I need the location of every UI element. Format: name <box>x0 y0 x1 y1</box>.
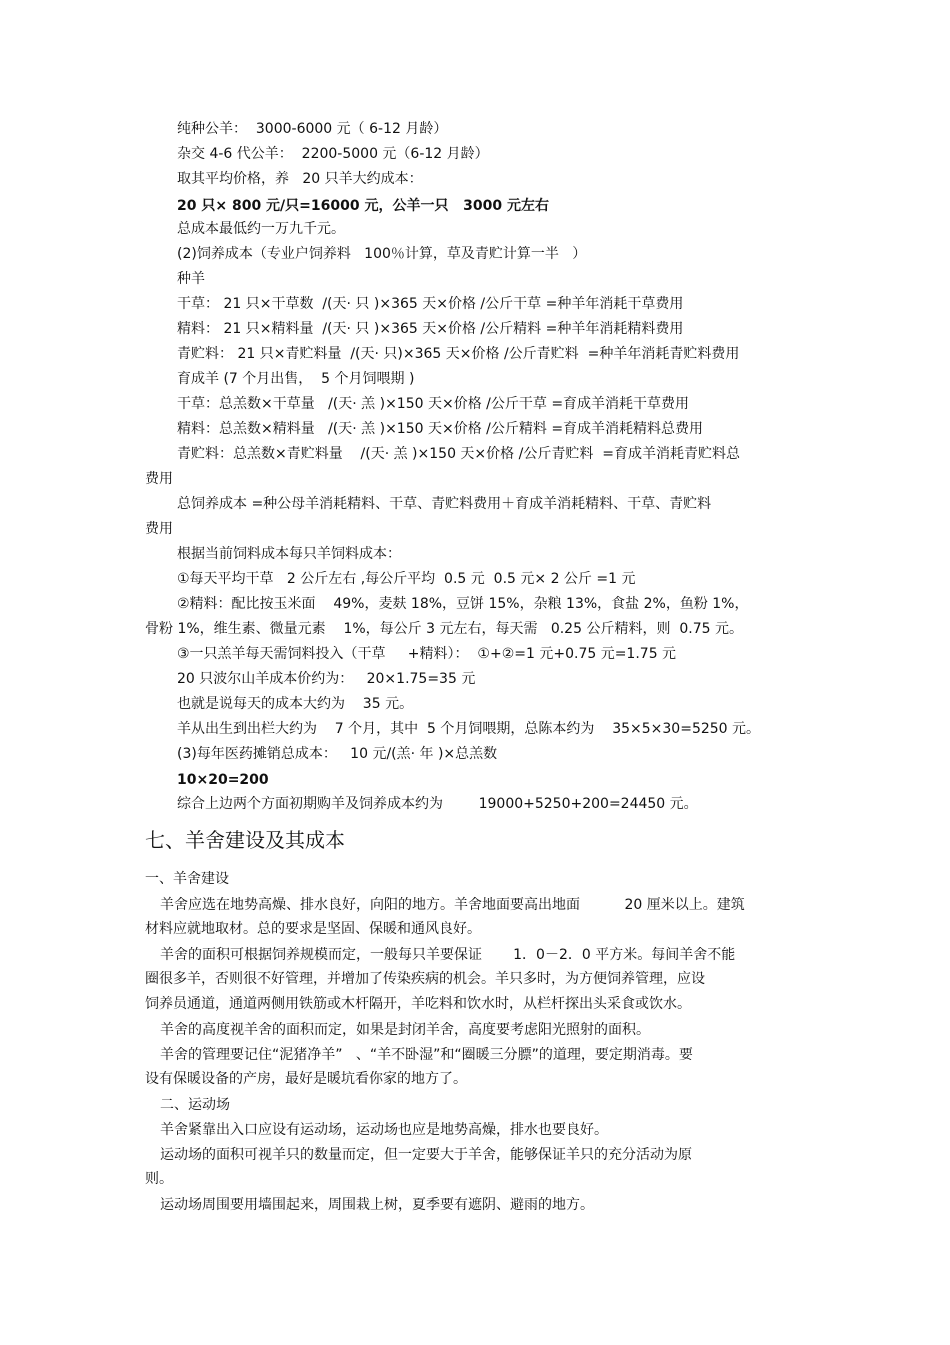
subsection-heading: 一、羊舍建设 <box>145 871 229 887</box>
text-line: 精料： 21 只×精料量 /(天· 只 )×365 天×价格 /公斤精料 =种羊年消耗精料费用 <box>177 321 684 337</box>
text-line: 圈很多羊，否则很不好管理，并增加了传染疾病的机会。羊只多时，为方便饲养管理，应设 <box>145 971 705 987</box>
text-line: 羊舍应选在地势高燥、排水良好，向阳的地方。羊舍地面要高出地面 20 厘米以上。建筑 <box>160 897 745 913</box>
section-heading: 七、羊舍建设及其成本 <box>145 828 345 852</box>
text-line: 设有保暖设备的产房，最好是暖坑看你家的地方了。 <box>145 1071 467 1087</box>
text-line: (2)饲养成本（专业户饲养料 100％计算，草及青贮计算一半 ） <box>177 246 587 262</box>
text-line: 羊舍的高度视羊舍的面积而定，如果是封闭羊舍，高度要考虑阳光照射的面积。 <box>160 1022 650 1038</box>
text-line: 也就是说每天的成本大约为 35 元。 <box>177 696 414 712</box>
text-line: 总饲养成本 =种公母羊消耗精料、干草、青贮料费用＋育成羊消耗精料、干草、青贮料 <box>177 496 712 512</box>
text-line: 骨粉 1%，维生素、微量元素 1%，每公斤 3 元左右，每天需 0.25 公斤精料，则 0.75 元。 <box>145 621 743 637</box>
text-line: 杂交 4-6 代公羊： 2200-5000 元（6-12 月龄） <box>177 146 489 162</box>
text-line: 20 只波尔山羊成本价约为： 20×1.75=35 元 <box>177 671 476 687</box>
text-line: 材料应就地取材。总的要求是坚固、保暖和通风良好。 <box>145 921 481 937</box>
text-line: 运动场周围要用墙围起来，周围栽上树，夏季要有遮阴、避雨的地方。 <box>160 1197 594 1213</box>
text-line: 纯种公羊： 3000-6000 元（ 6-12 月龄） <box>177 121 448 137</box>
text-line: 运动场的面积可视羊只的数量而定，但一定要大于羊舍，能够保证羊只的充分活动为原 <box>160 1147 692 1163</box>
text-line: 羊舍紧靠出入口应设有运动场，运动场也应是地势高燥，排水也要良好。 <box>160 1122 608 1138</box>
text-line: 费用 <box>145 471 173 487</box>
text-line: 综合上边两个方面初期购羊及饲养成本约为 19000+5250+200=24450 元。 <box>177 796 698 812</box>
text-line: 羊舍的管理要记住“泥猪净羊” 、“羊不卧湿”和“圈暖三分膘”的道理，要定期消毒。要 <box>160 1047 693 1063</box>
subsection-heading: 二、运动场 <box>160 1097 230 1113</box>
text-line: 精料：总羔数×精料量 /(天· 羔 )×150 天×价格 /公斤精料 =育成羊消耗精料总费用 <box>177 421 704 437</box>
text-line: ③一只羔羊每天需饲料投入（干草 +精料）： ①+②=1 元+0.75 元=1.75 元 <box>177 646 677 662</box>
text-line: 育成羊 (7 个月出售， 5 个月饲喂期 ) <box>177 371 415 387</box>
text-line: 则。 <box>145 1171 173 1187</box>
text-line: (3)每年医药摊销总成本： 10 元/(羔· 年 )×总羔数 <box>177 746 498 762</box>
text-line: 青贮料：总羔数×青贮料量 /(天· 羔 )×150 天×价格 /公斤青贮料 =育成羊消耗青贮料总 <box>177 446 740 462</box>
text-line: 羊舍的面积可根据饲养规模而定，一般每只羊要保证 1．0－2．0 平方米。每间羊舍不能 <box>160 947 736 963</box>
text-line: 干草：总羔数×干草量 /(天· 羔 )×150 天×价格 /公斤干草 =育成羊消耗干草费用 <box>177 396 690 412</box>
text-line: 种羊 <box>177 271 205 287</box>
text-line: 青贮料： 21 只×青贮料量 /(天· 只)×365 天×价格 /公斤青贮料 =种羊年消耗青贮料费用 <box>177 346 740 362</box>
text-line: 根据当前饲料成本每只羊饲料成本： <box>177 546 401 562</box>
text-line: ①每天平均干草 2 公斤左右 ,每公斤平均 0.5 元 0.5 元× 2 公斤 =1 元 <box>177 571 636 587</box>
text-line: 羊从出生到出栏大约为 7 个月，其中 5 个月饲喂期，总陈本约为 35×5×30=5250 元。 <box>177 721 761 737</box>
text-line: 干草： 21 只×干草数 /(天· 只 )×365 天×价格 /公斤干草 =种羊年消耗干草费用 <box>177 296 684 312</box>
text-line: 10×20=200 <box>177 772 269 788</box>
text-line: 费用 <box>145 521 173 537</box>
text-line: 20 只× 800 元/只=16000 元，公羊一只 3000 元左右 <box>177 198 549 214</box>
text-line: 取其平均价格，养 20 只羊大约成本： <box>177 171 423 187</box>
text-line: 总成本最低约一万九千元。 <box>177 221 345 237</box>
text-line: 饲养员通道，通道两侧用铁筋或木杆隔开，羊吃料和饮水时，从栏杆探出头采食或饮水。 <box>145 996 691 1012</box>
text-line: ②精料：配比按玉米面 49%，麦麸 18%，豆饼 15%，杂粮 13%，食盐 2%，鱼粉 1%， <box>177 596 749 612</box>
